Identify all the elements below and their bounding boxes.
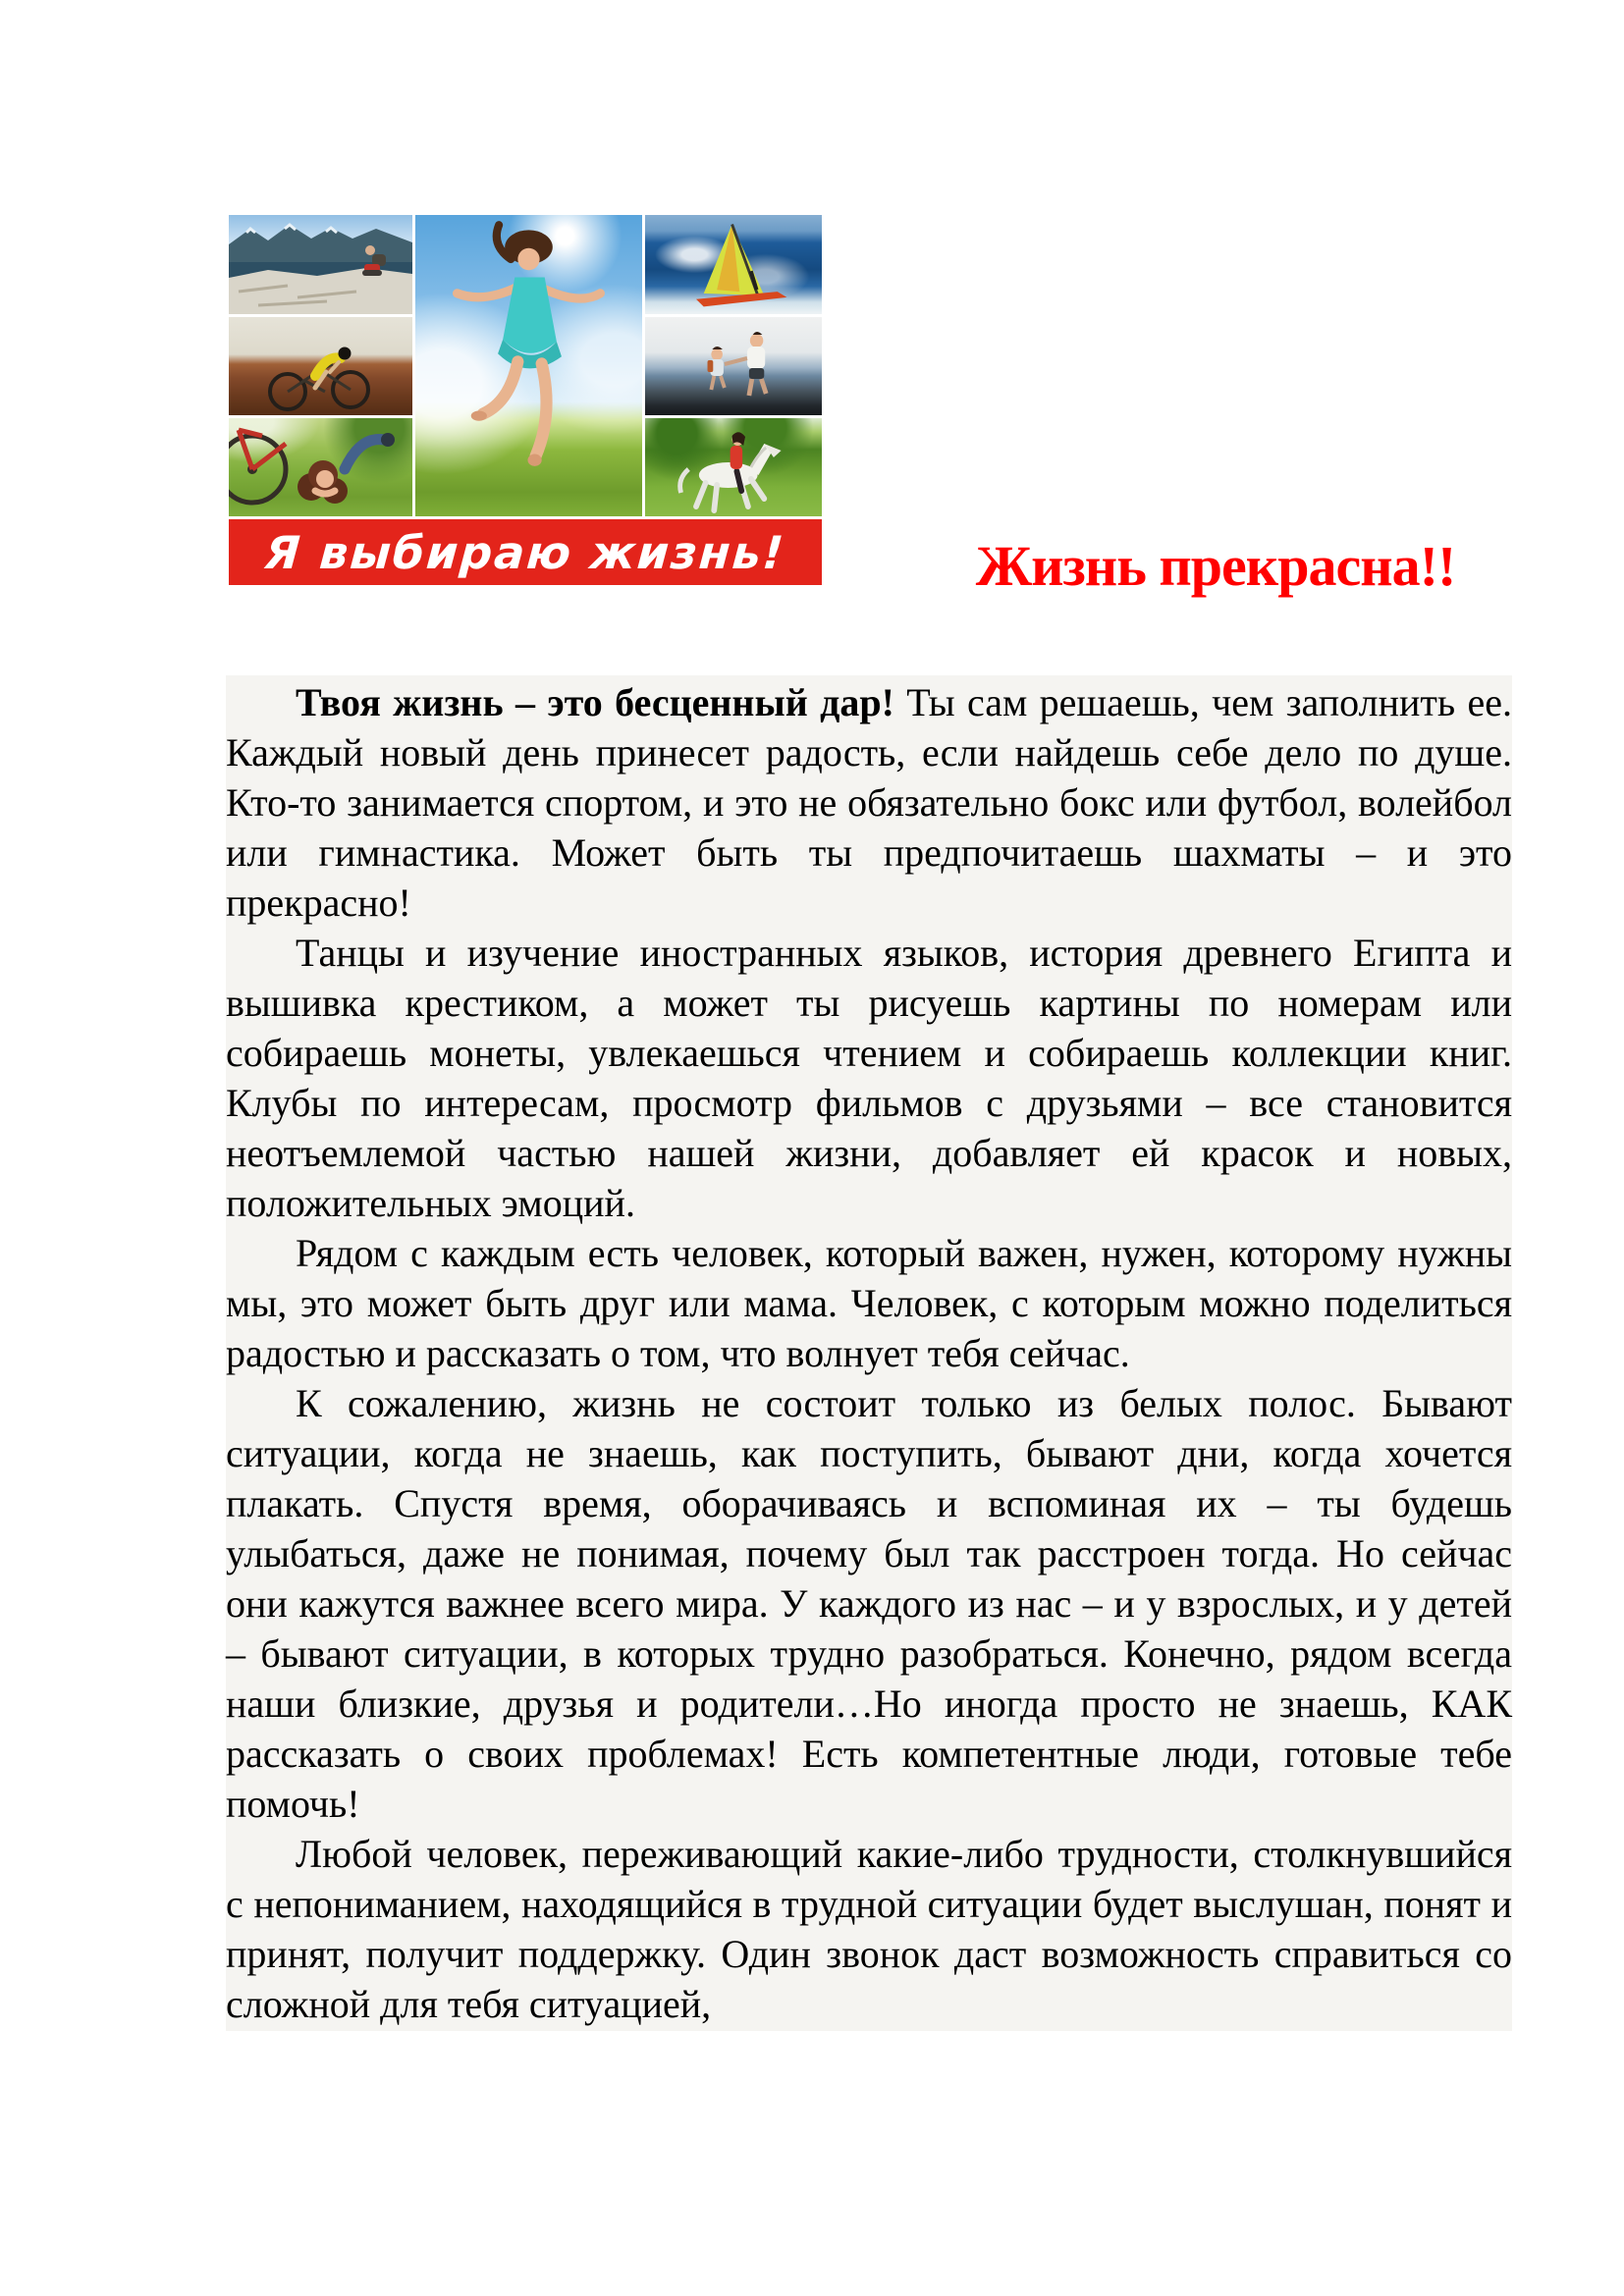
man-figure xyxy=(747,332,766,396)
hiking-couple-photo xyxy=(645,317,822,415)
jumping-girl-icon xyxy=(415,215,642,516)
windsurfer-photo xyxy=(645,215,822,314)
mountain-biker-photo xyxy=(229,317,412,415)
horse-rider-photo xyxy=(645,418,822,516)
body-paragraph xyxy=(226,677,1512,928)
girl-with-bike-icon xyxy=(229,418,412,516)
girl-on-grass-with-bicycle-photo xyxy=(229,418,412,516)
body-paragraph xyxy=(226,928,1512,1228)
woman-figure xyxy=(708,347,725,390)
paragraph-text: К сожалению, жизнь не состоит только из белых полос. Бывают ситуации, когда не знаешь, как поступить, бывают дни, когда хочется плакать. Спустя время, оборачиваясь и вспоминая их – ты будешь улыбаться, даже не понимая, почему был так расстроен тогда. Но сейчас они кажутся важнее всего мира. У каждого из нас – и у взрослых, и у детей – бывают ситуации, в которых трудно разобраться. Конечно, рядом всегда наши близкие, друзья и родители…Но иногда просто не знаешь, КАК рассказать о своих проблемах! Есть компетентные люди, готовые тебе помочь! xyxy=(226,1381,1512,1826)
motivational-collage xyxy=(229,215,820,585)
paragraph-lead: Твоя жизнь – это бесценный дар! xyxy=(296,680,894,724)
collage-banner xyxy=(229,519,822,585)
paragraph-text: Рядом с каждым есть человек, который важен, нужен, которому нужны мы, это может быть друг или мама. Человек, с которым можно поделиться радостью и рассказать о том, что волнует тебя сейчас. xyxy=(226,1231,1512,1375)
page-title: Жизнь прекрасна!! xyxy=(975,534,1456,598)
cyclist-icon xyxy=(229,317,412,415)
body-paragraph xyxy=(226,1228,1512,1378)
windsurf-sail-icon xyxy=(645,215,822,314)
paragraph-text: Ты сам решаешь, чем заполнить ее. Каждый новый день принесет радость, если найдешь себе дело по душе. Кто-то занимается спортом, и это не обязательно бокс или футбол, волейбол или гимнастика. Может быть ты предпочитаешь шахматы – и это прекрасно! xyxy=(226,680,1512,925)
body-paragraph xyxy=(226,1829,1512,2029)
body-paragraph xyxy=(226,1378,1512,1829)
body-text xyxy=(226,675,1512,2031)
mountain-scene-icon xyxy=(229,215,412,314)
horse-rider-icon xyxy=(645,418,822,516)
paragraph-text: Танцы и изучение иностранных языков, история древнего Египта и вышивка крестиком, а может ты рисуешь картины по номерам или собираешь монеты, увлекаешься чтением и собираешь коллекции книг. Клубы по интересам, просмотр фильмов с друзьями – все становится неотъемлемой частью нашей жизни, добавляет ей красок и новых, положительных эмоций. xyxy=(226,931,1512,1225)
jumping-girl-in-meadow-photo xyxy=(415,215,642,516)
hiking-couple-icon xyxy=(645,317,822,415)
paragraph-text: Любой человек, переживающий какие-либо трудности, столкнувшийся с непониманием, находящийся в трудной ситуации будет выслушан, понят и принят, получит поддержку. Один звонок даст возможность справиться со сложной для тебя ситуацией, xyxy=(226,1832,1512,2026)
banner-text: Я выбираю жизнь! xyxy=(263,525,787,579)
mountain-lake-climber-photo xyxy=(229,215,412,314)
